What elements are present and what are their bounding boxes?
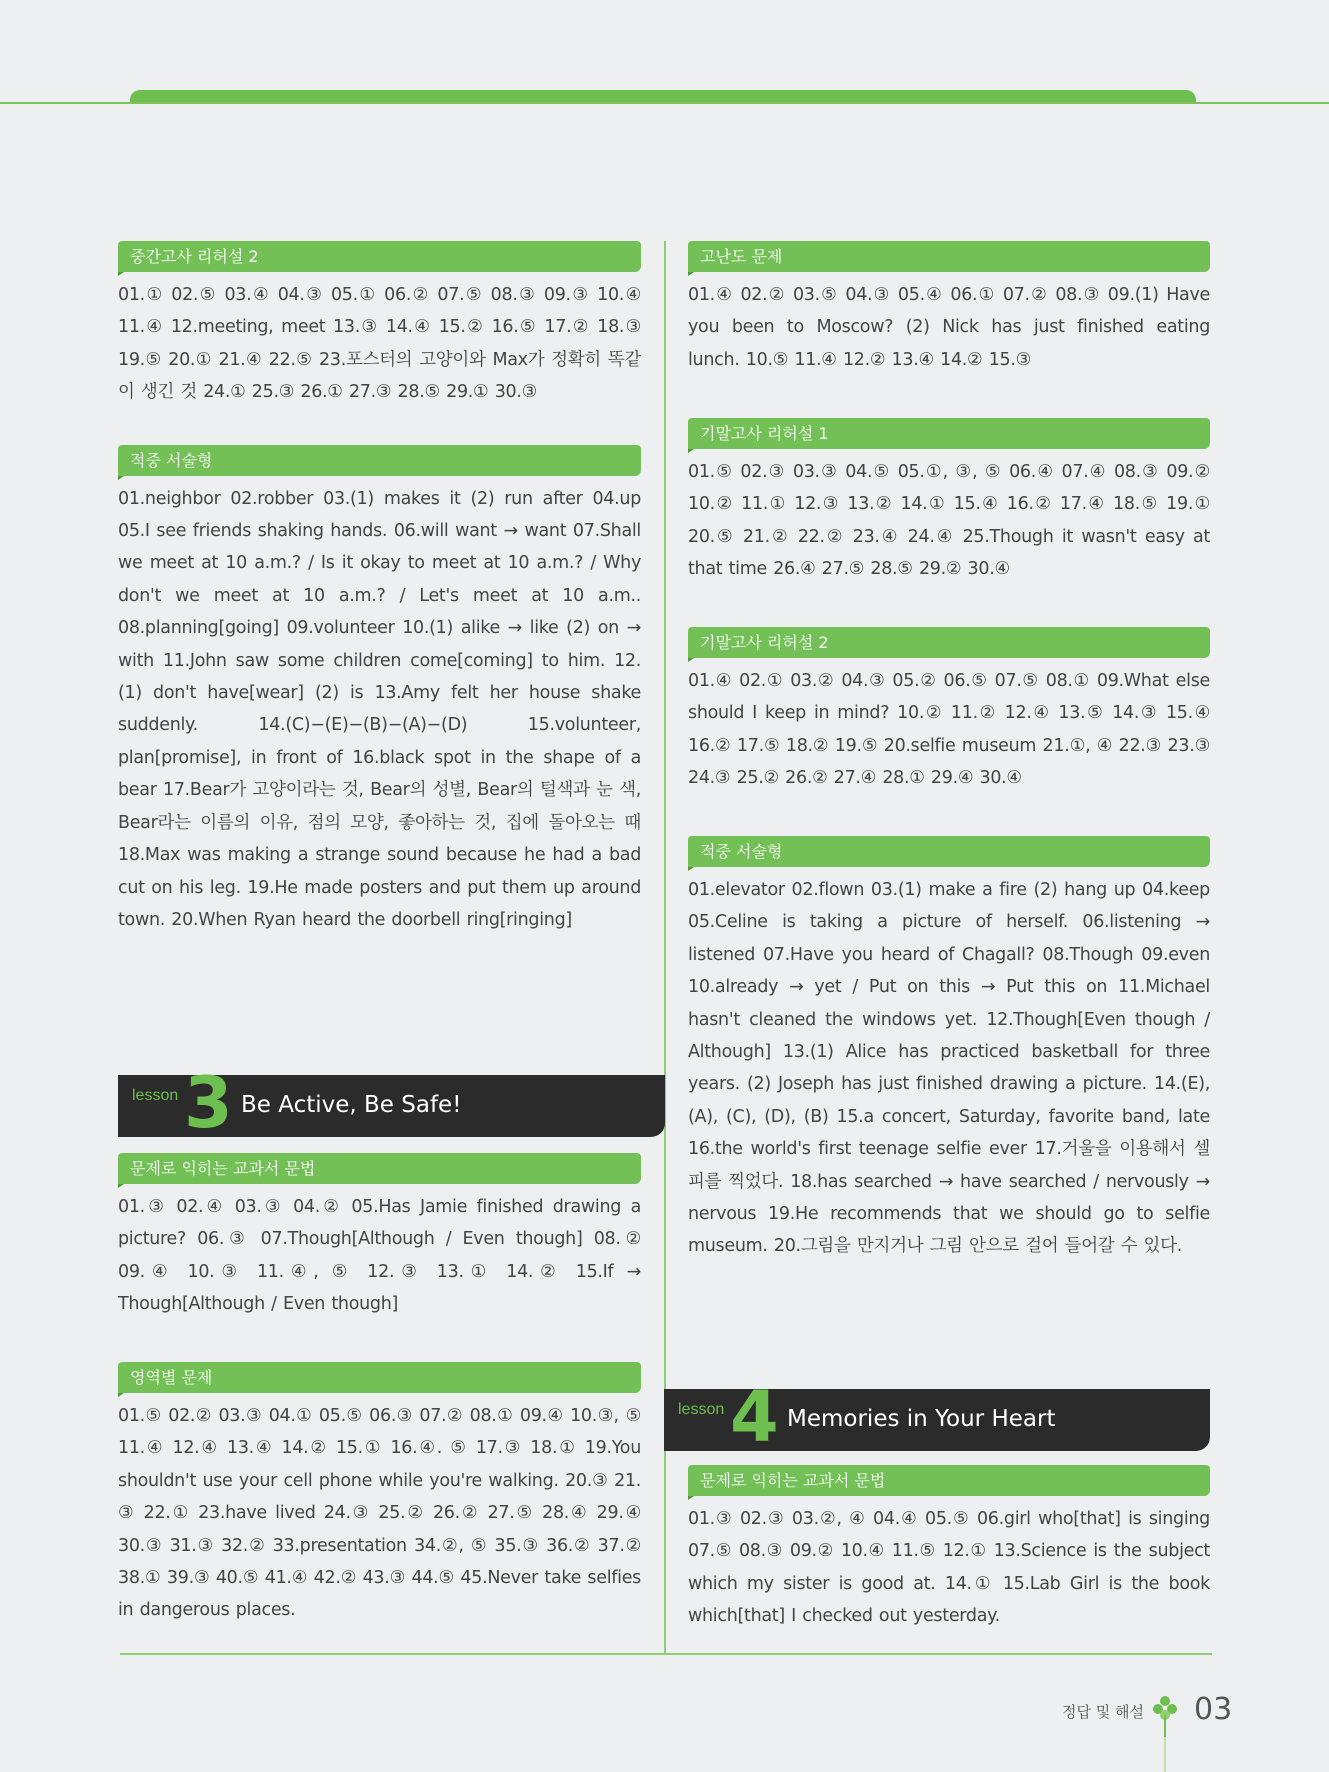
section-title: 기말고사 리허설 2 [688,627,1210,658]
lesson-3-banner [118,1062,665,1144]
clover-icon [1150,1693,1180,1737]
section-title: 문제로 익히는 교과서 문법 [688,1465,1210,1496]
answer-text: 01.① 02.⑤ 03.④ 04.③ 05.① 06.② 07.⑤ 08.③ 09.③ 10.④ 11.④ 12.meeting, meet 13.③ 14.④ 15.② 16.⑤ 17.② 18.③ 19.⑤ 20.① 21.④ 22.⑤ 23.포스터의 고양이와 Max가 정확히 똑같이 생긴 것 24.① 25.③ 26.① 27.③ 28.⑤ 29.① 30.③ [118,285,641,403]
section-descriptive [118,445,641,937]
answer-text: 01.④ 02.① 03.② 04.③ 05.② 06.⑤ 07.⑤ 08.① 09.What else should I keep in mind? 10.② 11.② 12.④ 13.⑤ 14.③ 15.④ 16.② 17.⑤ 18.② 19.⑤ 20.selfie museum 21.①, ④ 22.③ 23.③ 24.③ 25.② 26.② 27.④ 28.① 29.④ 30.④ [688,671,1210,789]
lesson-number: 4 [730,1376,779,1458]
lesson-label: lesson [132,1087,179,1104]
answer-text: 01.③ 02.④ 03.③ 04.② 05.Has Jamie finished drawing a picture? 06.③ 07.Though[Although / Even though] 08.② 09.④ 10.③ 11.④, ⑤ 12.③ 13.① 14.② 15.If → Though[Although / Even though] [118,1197,641,1315]
answer-text: 01.elevator 02.flown 03.(1) make a fire (2) hang up 04.keep 05.Celine is taking a picture of herself. 06.listening → listened 07.Have you heard of Chagall? 08.Though 09.even 10.already → yet / Put on this → Put this on 11.Michael hasn't cleaned the windows yet. 12.Though[Even though / Although] 13.(1) Alice has practiced basketball for three years. (2) Joseph has just finished drawing a picture. 14.(E), (A), (C), (D), (B) 15.a concert, Saturday, favorite band, late 16.the world's first teenage selfie ever 17.거울을 이용해서 셀피를 찍었다. 18.has searched → have searched / nervously → nervous 19.He recommends that we should go to selfie museum. 20.그림을 만지거나 그림 안으로 걸어 들어갈 수 있다. [688,880,1210,1257]
section-title: 기말고사 리허설 1 [688,418,1210,449]
section-grammar-practice [118,1153,641,1321]
answer-text: 01.④ 02.② 03.⑤ 04.③ 05.④ 06.① 07.② 08.③ 09.(1) Have you been to Moscow? (2) Nick has just finished eating lunch. 10.⑤ 11.④ 12.② 13.④ 14.② 15.③ [688,285,1210,370]
lesson-number: 3 [184,1062,233,1144]
section-title: 중간고사 리허설 2 [118,241,641,272]
lesson-4-banner [664,1376,1210,1458]
answer-text: 01.neighbor 02.robber 03.(1) makes it (2) run after 04.up 05.I see friends shaking hands. 06.will want → want 07.Shall we meet at 10 a.m.? / Is it okay to meet at 10 a.m.? / Why don't we meet at 10 a.m.? / Let's meet at 10 a.m.. 08.planning[going] 09.volunteer 10.(1) alike → like (2) on → with 11.John saw some children come[coming] to him. 12.(1) don't have[wear] (2) is 13.Amy felt her house shake suddenly. 14.(C)−(E)−(B)−(A)−(D) 15.volunteer, plan[promise], in front of 16.black spot in the shape of a bear 17.Bear가 고양이라는 것, Bear의 성별, Bear의 털색과 눈 색, Bear라는 이름의 이유, 점의 모양, 좋아하는 것, 집에 돌아오는 때 18.Max was making a strange sound because he had a bad cut on his leg. 19.He made posters and put them up around town. 20.When Ryan heard the doorbell ring[ringing] [118,488,641,930]
section-descriptive [688,836,1210,1263]
page-number: 03 [1194,1692,1233,1727]
section-title: 영역별 문제 [118,1362,641,1393]
section-high-difficulty [688,241,1210,376]
section-area-problems [118,1362,641,1627]
top-rule [0,102,1329,104]
lesson-label: lesson [678,1401,725,1418]
footer-label: 정답 및 해설 [1062,1703,1144,1721]
section-grammar-practice [688,1465,1210,1633]
lesson-title: Memories in Your Heart [787,1406,1056,1432]
section-title: 고난도 문제 [688,241,1210,272]
section-midterm-rehearsal-2 [118,241,641,409]
section-title: 적중 서술형 [118,445,641,476]
lesson-title: Be Active, Be Safe! [241,1092,462,1118]
section-final-rehearsal-1 [688,418,1210,586]
answer-text: 01.⑤ 02.② 03.③ 04.① 05.⑤ 06.③ 07.② 08.① 09.④ 10.③, ⑤ 11.④ 12.④ 13.④ 14.② 15.① 16.④. ⑤ 17.③ 18.① 19.You shouldn't use your cell phone while you're walking. 20.③ 21. ③ 22.① 23.have lived 24.③ 25.② 26.② 27.⑤ 28.④ 29.④ 30.③ 31.③ 32.② 33.presentation 34.②, ⑤ 35.③ 36.② 37.② 38.① 39.③ 40.⑤ 41.④ 42.② 43.③ 44.⑤ 45.Never take selfies in dangerous places. [118,1406,641,1621]
section-title: 적중 서술형 [688,836,1210,867]
answer-text: 01.⑤ 02.③ 03.③ 04.⑤ 05.①, ③, ⑤ 06.④ 07.④ 08.③ 09.② 10.② 11.① 12.③ 13.② 14.① 15.④ 16.② 17.④ 18.⑤ 19.① 20.⑤ 21.② 22.② 23.④ 24.④ 25.Though it wasn't easy at that time 26.④ 27.⑤ 28.⑤ 29.② 30.④ [688,462,1210,580]
left-column [118,241,641,1621]
section-title: 문제로 익히는 교과서 문법 [118,1153,641,1184]
bottom-rule [120,1653,1212,1655]
right-column [678,241,1210,1627]
section-final-rehearsal-2 [688,627,1210,795]
answer-text: 01.③ 02.③ 03.②, ④ 04.④ 05.⑤ 06.girl who[that] is singing 07.⑤ 08.③ 09.② 10.④ 11.⑤ 12.① 13.Science is the subject which my sister is good at. 14.① 15.Lab Girl is the book which[that] I checked out yesterday. [688,1509,1210,1627]
